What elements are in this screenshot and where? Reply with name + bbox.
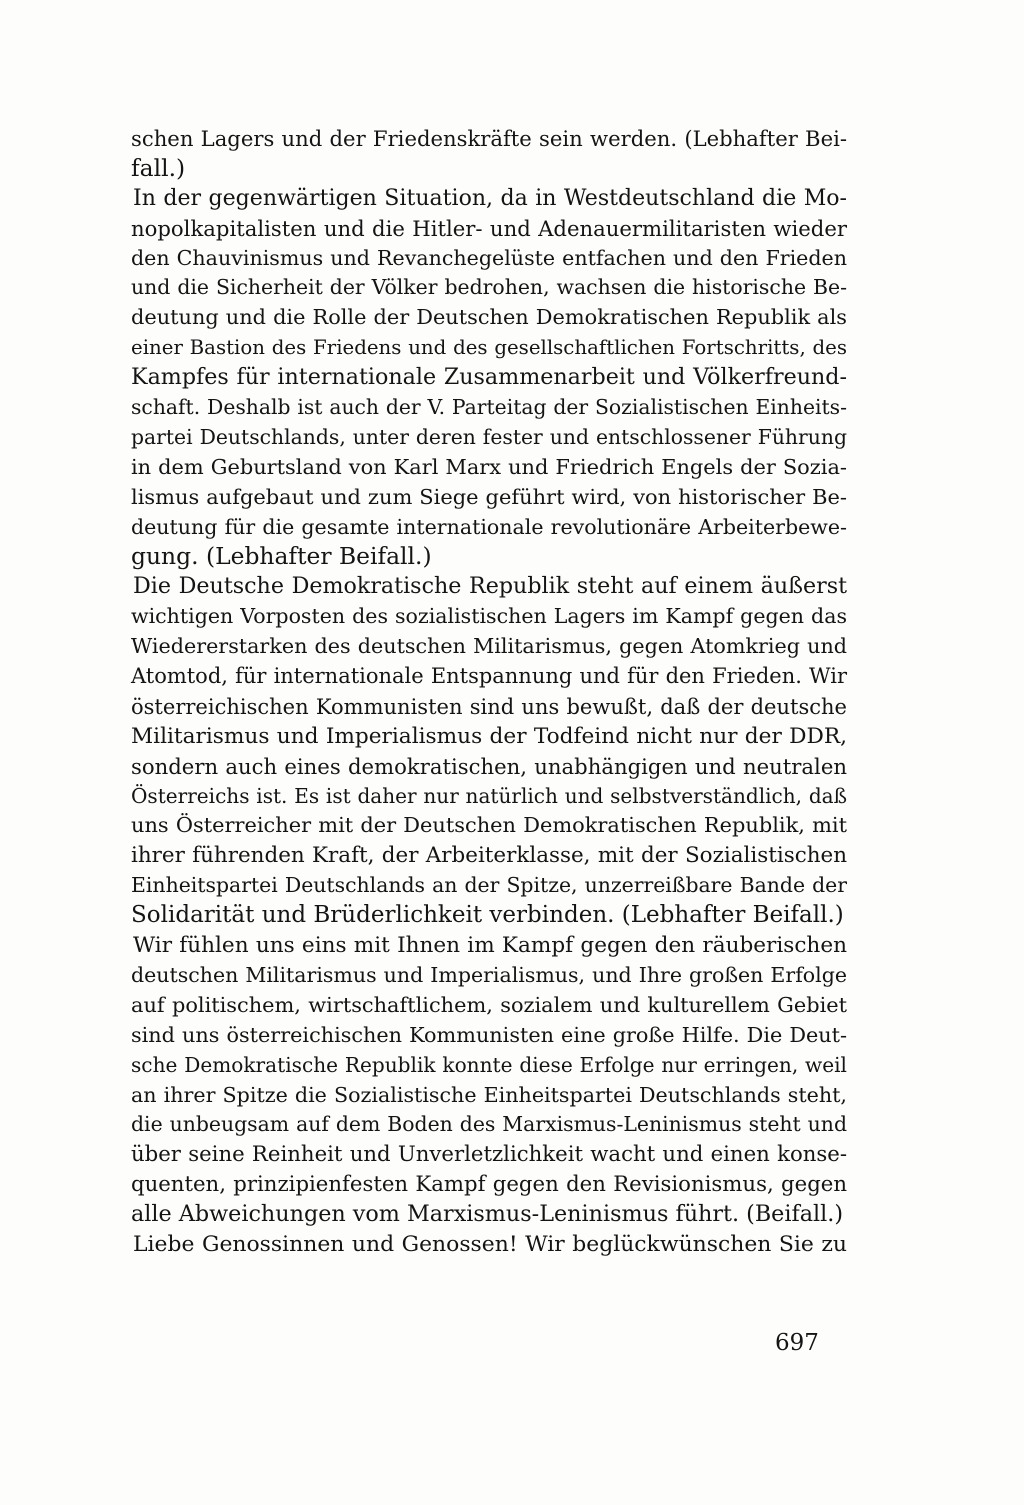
text-line: In der gegenwärtigen Situation, da in Westdeutschland die Mo- [133,185,847,211]
text-line: lismus aufgebaut und zum Siege geführt wird, von historischer Be- [131,484,847,509]
text-line: österreichischen Kommunisten sind uns bewußt, daß der deutsche [131,693,847,719]
text-line: Einheitspartei Deutschlands an der Spitze, unzerreißbare Bande der [131,873,847,898]
text-line: deutung und die Rolle der Deutschen Demokratischen Republik als [131,305,847,330]
text-line: wichtigen Vorposten des sozialistischen Lagers im Kampf gegen das [131,604,847,629]
text-line: gung. (Lebhafter Beifall.) [131,542,432,571]
text-line: in dem Geburtsland von Karl Marx und Friedrich Engels der Sozia- [131,454,847,479]
text-line: Militarismus und Imperialismus der Todfeind nicht nur der DDR, [131,723,847,749]
text-line: uns Österreicher mit der Deutschen Demokratischen Republik, mit [131,813,847,838]
text-line: Wir fühlen uns eins mit Ihnen im Kampf gegen den räuberischen [133,933,847,959]
text-line: über seine Reinheit und Unverletzlichkeit wacht und einen konse- [131,1142,847,1168]
text-line: an ihrer Spitze die Sozialistische Einheitspartei Deutschlands steht, [131,1082,847,1107]
page-number: 697 [775,1330,819,1356]
text-line: die unbeugsam auf dem Boden des Marxismus-Leninismus steht und [131,1112,847,1137]
text-line: Die Deutsche Demokratische Republik steht auf einem äußerst [133,573,847,600]
text-line: nopolkapitalisten und die Hitler- und Adenauermilitaristen wieder [131,215,847,241]
text-line: Solidarität und Brüderlichkeit verbinden. (Lebhafter Beifall.) [131,902,844,929]
text-line: Österreichs ist. Es ist daher nur natürlich und selbstverständlich, daß [131,783,847,808]
text-line: quenten, prinzipienfesten Kampf gegen den Revisionismus, gegen [131,1172,847,1198]
text-line: Kampfes für internationale Zusammenarbeit und Völkerfreund- [131,364,847,391]
text-line: auf politischem, wirtschaftlichem, sozialem und kulturellem Gebiet [131,992,847,1017]
text-line: schaft. Deshalb ist auch der V. Parteitag der Sozialistischen Einheits- [131,395,847,420]
text-line: und die Sicherheit der Völker bedrohen, wachsen die historische Be- [131,275,847,300]
text-line: alle Abweichungen vom Marxismus-Leninismus führt. (Beifall.) [131,1201,844,1228]
text-line: schen Lagers und der Friedenskräfte sein werden. (Lebhafter Bei- [131,126,847,151]
body-text [131,124,847,1260]
text-line: deutung für die gesamte internationale revolutionäre Arbeiterbewe- [131,514,847,539]
text-line: sche Demokratische Republik konnte diese Erfolge nur erringen, weil [131,1052,847,1077]
text-line: ihrer führenden Kraft, der Arbeiterklasse, mit der Sozialistischen [131,843,847,869]
text-line: Liebe Genossinnen und Genossen! Wir beglückwünschen Sie zu [133,1231,847,1257]
text-line: einer Bastion des Friedens und des gesellschaftlichen Fortschritts, des [131,336,847,360]
text-line: partei Deutschlands, unter deren fester und entschlossener Führung [131,424,847,449]
text-line: Wiedererstarken des deutschen Militarismus, gegen Atomkrieg und [131,634,847,659]
text-line: sondern auch eines demokratischen, unabhängigen und neutralen [131,753,847,779]
text-line: Atomtod, für internationale Entspannung und für den Frieden. Wir [131,664,847,689]
text-line: fall.) [131,153,186,182]
text-line: sind uns österreichischen Kommunisten eine große Hilfe. Die Deut- [131,1022,847,1047]
text-line: den Chauvinismus und Revanchegelüste entfachen und den Frieden [131,245,847,270]
text-line: deutschen Militarismus und Imperialismus, und Ihre großen Erfolge [131,962,847,987]
